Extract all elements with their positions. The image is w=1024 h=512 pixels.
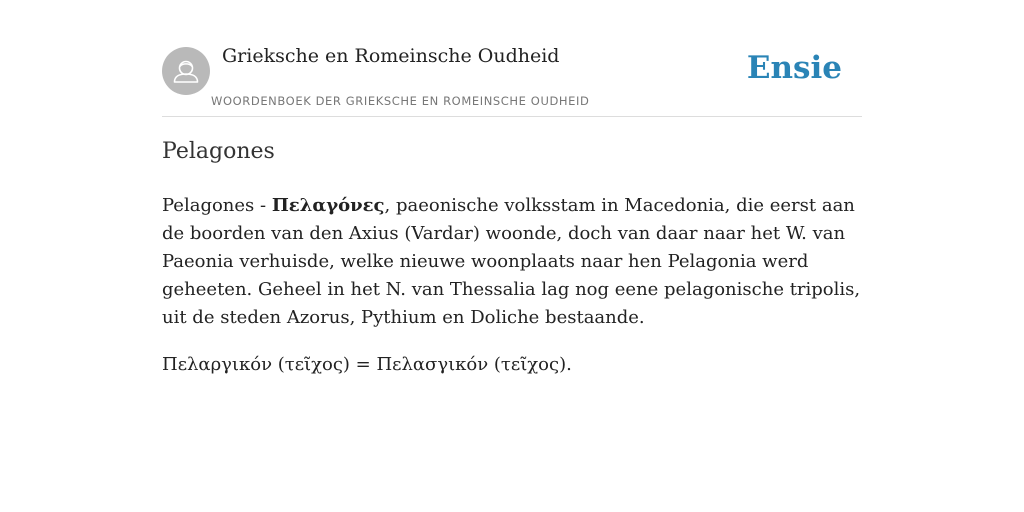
definition-body: , paeonische volksstam in Macedonia, die eerst aan de boorden van den Axius (Vardar) woonde, doch van daar naar het W. van Paeonia verhuisde, welke nieuwe woonplaats naar hen Pelagonia werd geheeten. Geheel in het N. van Thessalia lag nog eene pelagonische tripolis, uit de steden Azorus, Pythium en Doliche bestaande. [162, 195, 861, 328]
ensie-logo[interactable]: Ensie [746, 50, 842, 86]
entry-second-line: Πελαργικόν (τεῖχος) = Πελασγικόν (τεῖχος). [162, 354, 572, 375]
source-subtitle: WOORDENBOEK DER GRIEKSCHE EN ROMEINSCHE OUDHEID [211, 94, 590, 108]
entry-title: Pelagones [162, 139, 275, 164]
user-silhouette-icon [162, 47, 210, 95]
source-header [162, 40, 862, 117]
definition-lead: Pelagones - [162, 195, 272, 216]
avatar[interactable] [162, 47, 210, 95]
source-title[interactable]: Grieksche en Romeinsche Oudheid [222, 45, 560, 67]
greek-term: Πελαγόνες [271, 195, 385, 216]
entry-definition [162, 192, 862, 332]
